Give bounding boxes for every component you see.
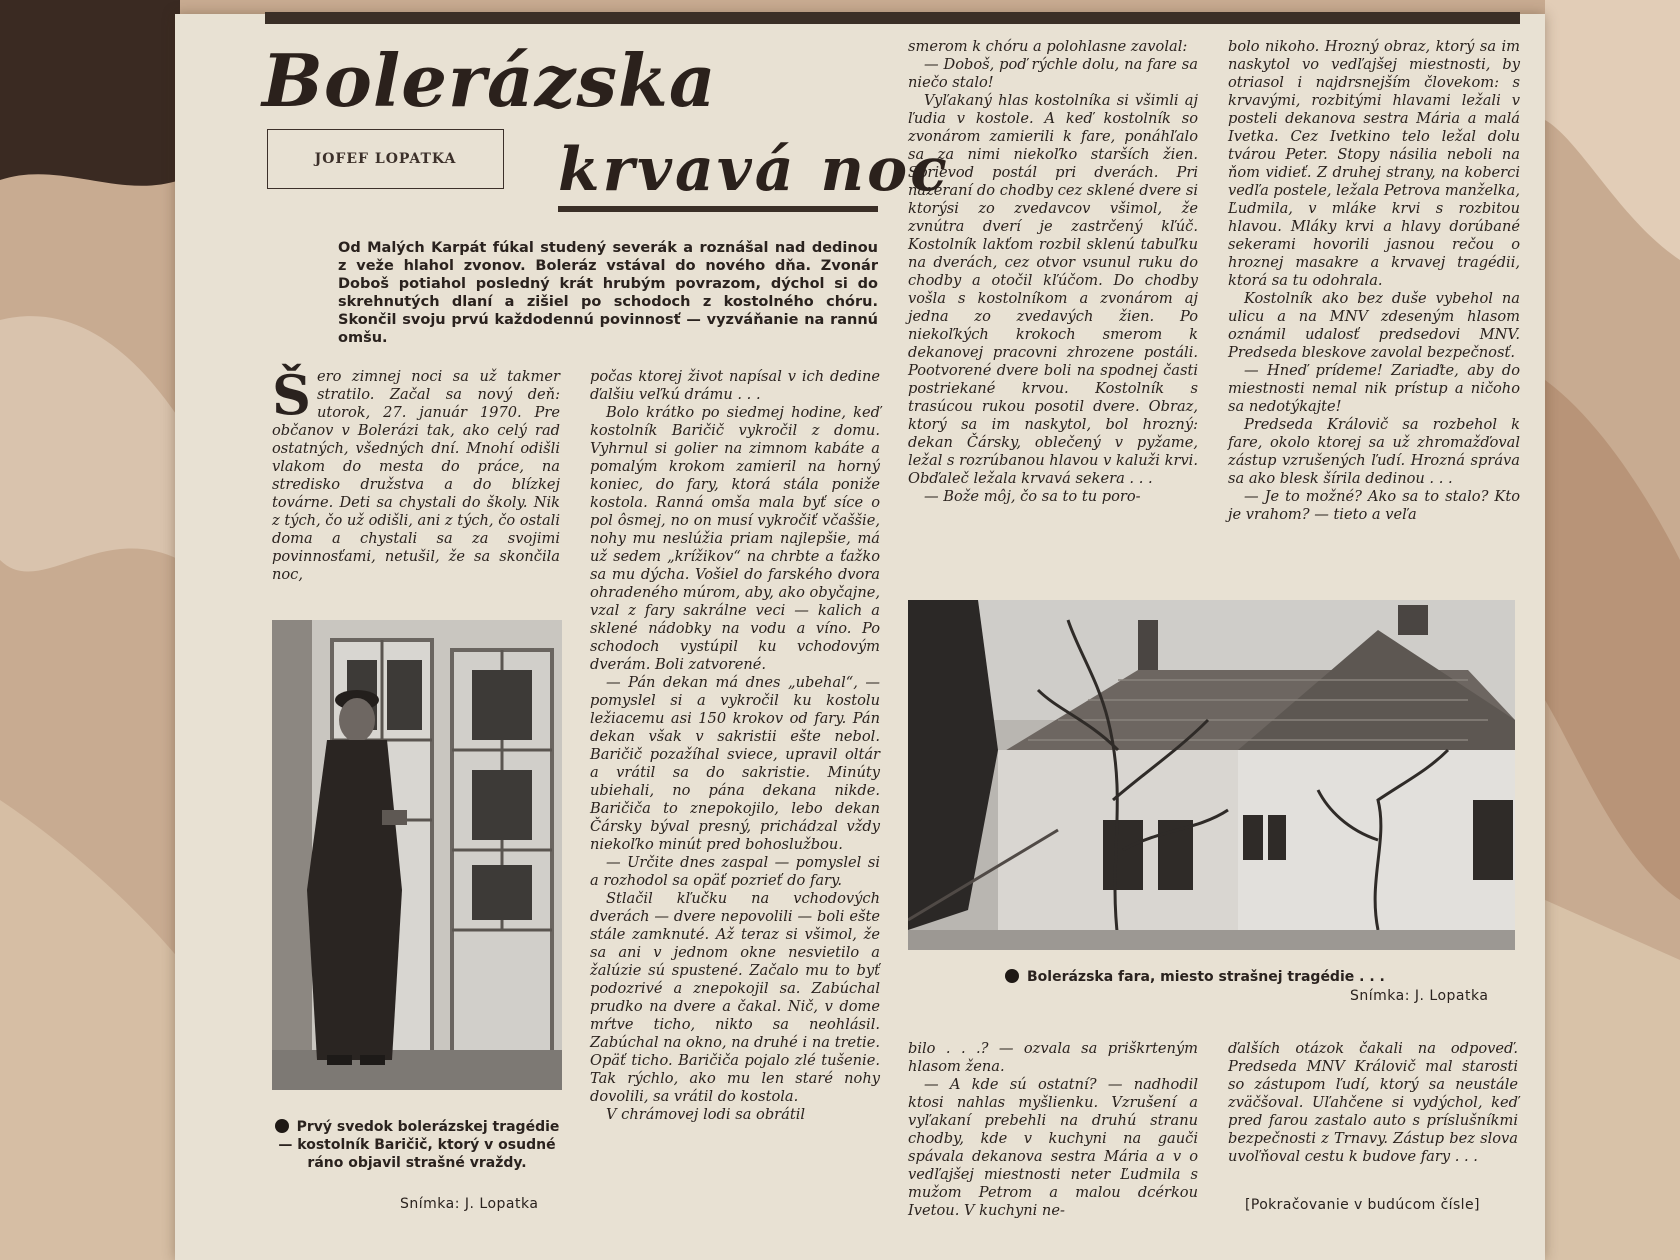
col4-p2: Kostolník ako bez duše vybehol na ulicu a na MNV zdeseným hlasom oznámil udalosť predsedovi MNV. Predseda bleskove zavolal bezpečnosť. [1228, 290, 1520, 361]
column-5 [908, 1040, 1198, 1220]
drop-cap: Š [272, 363, 311, 427]
photo-parish-house [908, 600, 1515, 950]
right-photo-credit: Snímka: J. Lopatka [1350, 988, 1489, 1004]
bullet-icon [1005, 969, 1019, 983]
headline-part2: krvavá noc [558, 135, 950, 205]
col5-p2: — A kde sú ostatní? — nadhodil ktosi nahlas myšlienku. Vzrušení a vyľakaní prebehli na druhú stranu chodby, kde v kuchyni na gauči spávala dekanova sestra Mária a v o vedľajšej miestnosti neter Ľudmila s mužom Petrom a malou dcérkou Ivetou. V kuchyni ne- [908, 1076, 1198, 1219]
column-4 [1228, 38, 1520, 524]
sexton-photo-image [272, 620, 562, 1090]
col5-p1: bilo . . .? — ozvala sa priškrteným hlasom žena. [908, 1040, 1198, 1075]
col4-p3: — Hneď prídeme! Zariaďte, aby do miestnosti nemal nik prístup a ničoho sa nedotýkajte! [1228, 362, 1520, 415]
col4-p5: — Je to možné? Ako sa to stalo? Kto je vrahom? — tieto a veľa [1228, 488, 1520, 523]
col4-p4: Predseda Královič sa rozbehol k fare, okolo ktorej sa už zhromažďoval zástup vzrušených ľudí. Hrozná správa sa ako blesk šírila dedinou . . . [1228, 416, 1520, 487]
lead-paragraph: Od Malých Karpát fúkal studený severák a roznášal nad dedinou z veže hlahol zvonov. Boleráz vstával do nového dňa. Zvonár Doboš potiahol posledný krát hrubým povrazom, dýchol si do skrehnutých dlaní a zišiel po schodoch z kostolného chóru. Skončil svoju prvú každodennú povinnosť — vyzváňanie na rannú omšu. [338, 240, 878, 346]
column-3 [908, 38, 1198, 506]
col2-p6: V chrámovej lodi sa obrátil [606, 1106, 806, 1123]
col1-p1: ero zimnej noci sa už takmer stratilo. Začal sa nový deň: utorok, 27. január 1970. Pre občanov v Bolerázi tak, ako celý rad ostatných, všedných dní. Mnohí odišli vlakom do mesta do práce, na stredisko družstva a do blízkej továrne. Deti sa chystali do školy. Nik z tých, čo už odišli, ani z tých, čo ostali doma a chystali sa za svojimi povinnosťami, netušil, že sa skončila noc, [272, 368, 560, 583]
headline-rule [558, 206, 878, 212]
col3-p4: — Bože môj, čo sa to tu poro- [924, 488, 1141, 505]
parish-house-photo-image [908, 600, 1515, 950]
right-photo-caption: Bolerázska fara, miesto strašnej tragédie . . . [1005, 968, 1425, 986]
author-box [267, 129, 504, 189]
col3-p1: smerom k chóru a polohlasne zavolal: [908, 38, 1188, 55]
col3-p3: Vyľakaný hlas kostolníka si všimli aj ľudia v kostole. A keď kostolník so zvonárom zamierili k fare, ponáhľalo sa za nimi niekoľko starších žien. Sprievod postál pri dverách. Pri nazeraní do chodby cez sklené dvere si ktorýsi zo zvedavcov všimol, že zvnútra dverí je zastrčený kľúč. Kostolník lakťom rozbil sklenú tabuľku na dverách, cez otvor vsunul ruku do chodby a otočil kľúčom. Do chodby vošla s kostolníkom a zvonárom aj jedna zo zvedavých žien. Po niekoľkých krokoch smerom k dekanovej pracovni zhrozene postáli. Pootvorené dvere boli na spodnej časti postriekané krvou. Kostolník s trasúcou rukou posotil dvere. Obraz, ktorý sa im naskytol, bol hrozný: dekan Čársky, oblečený v pyžame, ležal s rozrúbanou hlavou v kaluži krvi. Obďaleč ležala krvavá sekera . . . [908, 92, 1198, 487]
bullet-icon [275, 1119, 289, 1133]
author-name: JOFEF LOPATKA [314, 151, 457, 167]
top-rule [265, 12, 1520, 24]
left-photo-caption: Prvý svedok bolerázskej tragédie — kostolník Baričič, ktorý v osudné ráno objavil strašné vraždy. [272, 1118, 562, 1172]
col6-p1: ďalších otázok čakali na odpoveď. Predseda MNV Královič mal starosti so zástupom ľudí, ktorý sa neustále zväčšoval. Uľahčene si vydýchol, keď pred farou zastalo auto s príslušníkmi bezpečnosti z Trnavy. Zástup bez slova uvoľňoval cestu k budove fary . . . [1228, 1040, 1518, 1165]
col2-p1: počas ktorej život napísal v ich dedine ďalšiu veľkú drámu . . . [590, 368, 880, 403]
col3-p2: — Doboš, poď rýchle dolu, na fare sa niečo stalo! [908, 56, 1198, 91]
col2-p4: — Určite dnes zaspal — pomyslel si a rozhodol sa opäť pozrieť do fary. [590, 854, 880, 889]
continued-note: [Pokračovanie v budúcom čísle] [1245, 1197, 1480, 1213]
column-2 [590, 368, 880, 1124]
col2-p5: Stlačil kľučku na vchodových dverách — dvere nepovolili — boli ešte stále zamknuté. Až teraz si všimol, že sa ani v jednom okne nesvietilo a žalúzie sú spustené. Začalo mu to byť podozrivé a znepokojil sa. Zabúchal prudko na dvere a čakal. Nič, v dome mŕtve ticho, nikto sa neohlásil. Zabúchal na okno, na druhé i na tretie. Opäť ticho. Baričiča pojalo zlé tušenie. Tak rýchlo, ako mu len staré nohy dovolili, sa vrátil do kostola. [590, 890, 880, 1105]
left-photo-credit: Snímka: J. Lopatka [400, 1196, 539, 1212]
column-6 [1228, 1040, 1518, 1166]
col2-p2: Bolo krátko po siedmej hodine, keď kostolník Baričič vykročil z domu. Vyhrnul si golier na zimnom kabáte a pomalým krokom zamieril na horný koniec, do fary, ktorá stála poniže kostola. Ranná omša mala byť síce o pol ôsmej, no on musí vykročiť včaššie, nohy mu neslúžia priam najlepšie, má už sedem „krížikov“ na chrbte a ťažko sa mu dýcha. Vošiel do farského dvora ohradeného múrom, aby, ako obyčajne, vzal z fary sakrálne veci — kalich a sklené nádobky na vodu a víno. Po schodoch vystúpil ku vchodovým dverám. Boli zatvorené. [590, 404, 880, 673]
photo-sexton [272, 620, 562, 1090]
col4-p1: bolo nikoho. Hrozný obraz, ktorý sa im naskytol vo vedľajšej miestnosti, by otriasol i najdrsnejším človekom: s krvavými, rozbitými hlavami ležali v posteli dekanova sestra Mária a malá Ivetka. Cez Ivetkino telo ležal dolu tvárou Peter. Stopy násilia neboli na ňom vidieť. Z druhej strany, na koberci vedľa postele, ležala Petrova manželka, Ľudmila, v mláke krvi s rozbitou hlavou. Mláky krvi a hlavy dorúbané sekerami hovorili jasnou rečou o hroznej masakre a krvavej tragédii, ktorá sa tu odohrala. [1228, 38, 1520, 289]
column-1 [272, 363, 560, 584]
col2-p3: — Pán dekan má dnes „ubehal“, — pomyslel si a vykročil ku kostolu ležiacemu asi 150 krokov od fary. Pán dekan však v sakristii ešte nebol. Baričič pozažíhal sviece, upravil oltár a vrátil sa do sakristie. Minúty ubiehali, no pána dekana nikde. Baričiča to znepokojilo, lebo dekan Čársky býval presný, prichádzal vždy niekoľko minút pred bohoslužbou. [590, 674, 880, 853]
headline-part1: Bolerázska [262, 38, 717, 123]
